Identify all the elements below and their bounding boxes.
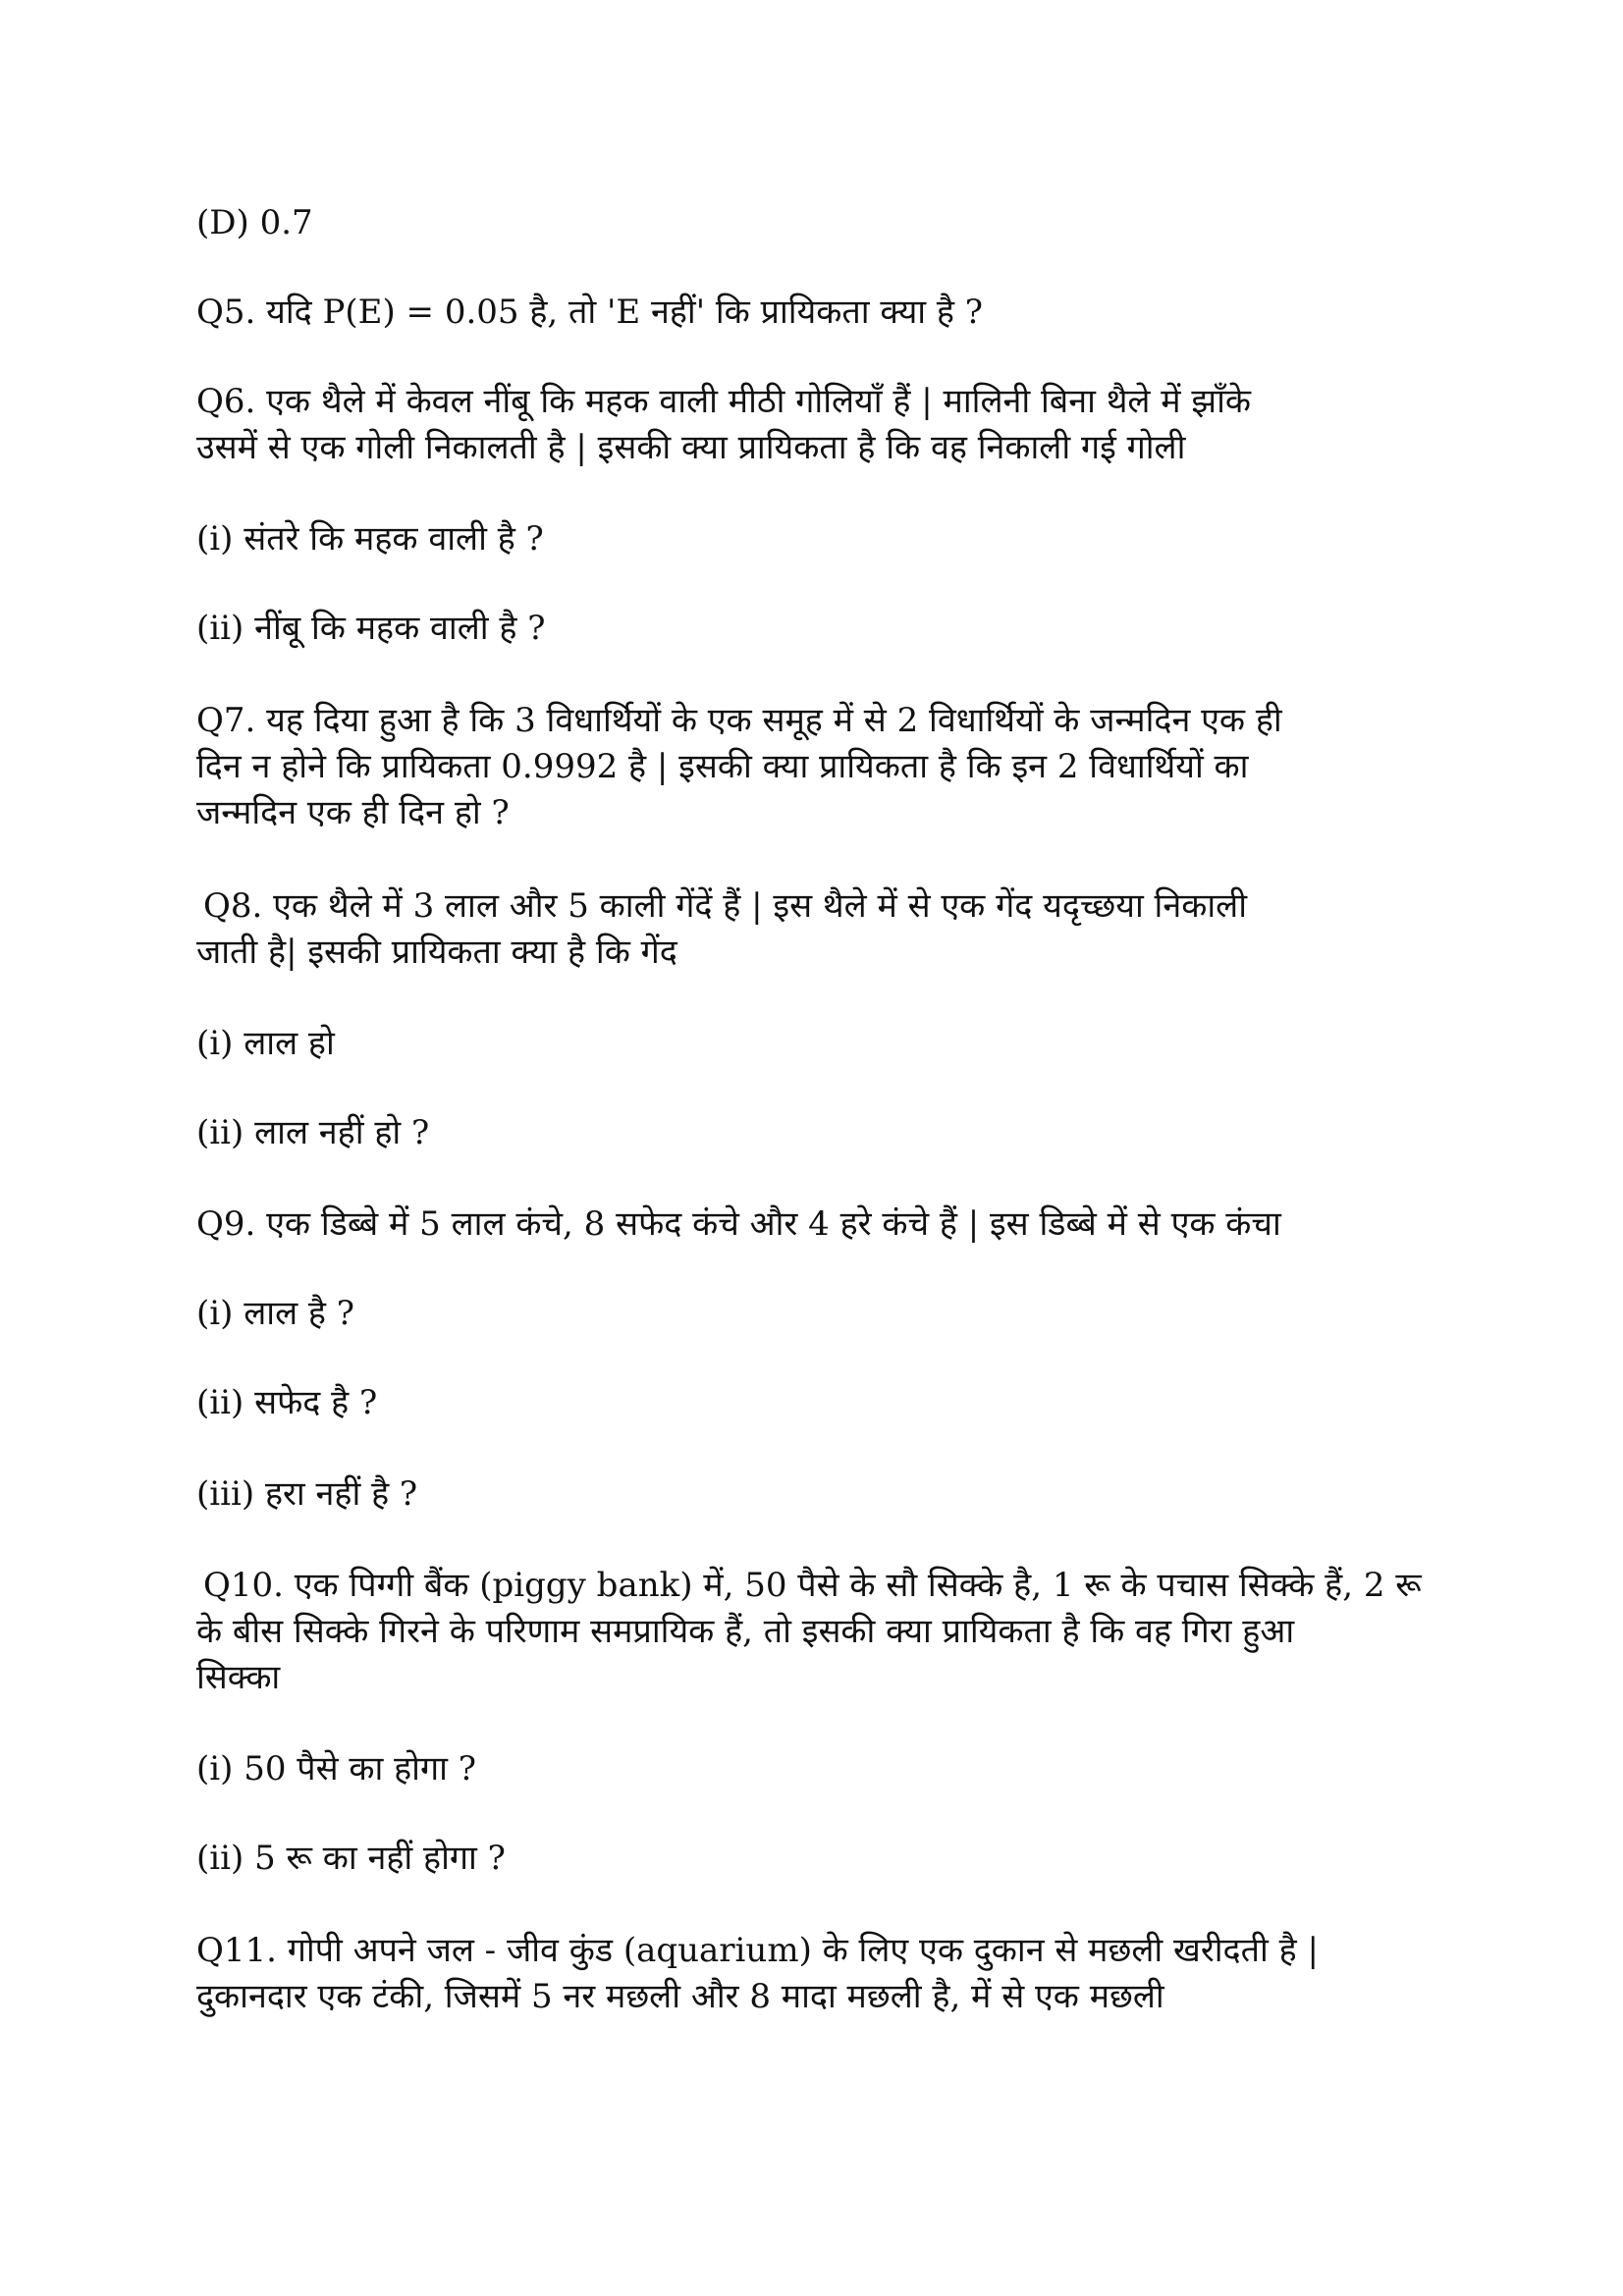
question-10-part-i: (i) 50 पैसे का होगा ? (196, 1749, 476, 1789)
question-10-line-3: सिक्का (196, 1658, 281, 1697)
question-8-part-i: (i) लाल हो (196, 1024, 335, 1063)
question-6-part-ii: (ii) नींबू कि महक वाली है ? (196, 609, 546, 648)
question-11-line-1: Q11. गोपी अपने जल - जीव कुंड (aquarium) के लिए एक दुकान से मछली खरीदती है | (196, 1931, 1319, 1970)
question-7-line-2: दिन न होने कि प्रायिकता 0.9992 है | इसकी क्या प्रायिकता है कि इन 2 विधार्थियों का (196, 747, 1249, 786)
question-5-line: Q5. यदि P(E) = 0.05 है, तो 'E नहीं' कि प्रायिकता क्या है ? (196, 293, 983, 332)
question-9-part-i: (i) लाल है ? (196, 1294, 355, 1333)
question-6-part-i: (i) संतरे कि महक वाली है ? (196, 519, 544, 559)
option-d-line: (D) 0.7 (196, 203, 313, 242)
question-6-line-2: उसमें से एक गोली निकालती है | इसकी क्या प्रायिकता है कि वह निकाली गई गोली (196, 428, 1186, 467)
question-7-line-1: Q7. यह दिया हुआ है कि 3 विधार्थियों के एक समूह में से 2 विधार्थियों के जन्मदिन एक ही (196, 701, 1282, 740)
question-8-part-ii: (ii) लाल नहीं हो ? (196, 1113, 430, 1152)
question-11-line-2: दुकानदार एक टंकी, जिसमें 5 नर मछली और 8 मादा मछली है, में से एक मछली (196, 1977, 1164, 2016)
question-9-part-ii: (ii) सफेद है ? (196, 1383, 378, 1422)
question-7-line-3: जन्मदिन एक ही दिन हो ? (196, 793, 510, 832)
question-8-line-2: जाती है| इसकी प्रायिकता क्या है कि गेंद (196, 933, 677, 972)
question-10-line-1: Q10. एक पिग्गी बैंक (piggy bank) में, 50 पैसे के सौ सिक्के है, 1 रू के पचास सिक्के हैं, 2 रू (203, 1566, 1422, 1605)
question-8-line-1: Q8. एक थैले में 3 लाल और 5 काली गेंदें हैं | इस थैले में से एक गेंद यदृच्छया निकाली (203, 886, 1248, 926)
question-6-line-1: Q6. एक थैले में केवल नींबू कि महक वाली मीठी गोलियाँ हैं | मालिनी बिना थैले में झाँके (196, 382, 1252, 421)
question-10-part-ii: (ii) 5 रू का नहीं होगा ? (196, 1839, 506, 1878)
question-9-line: Q9. एक डिब्बे में 5 लाल कंचे, 8 सफेद कंचे और 4 हरे कंचे हैं | इस डिब्बे में से एक कंचा (196, 1204, 1281, 1244)
question-9-part-iii: (iii) हरा नहीं है ? (196, 1474, 418, 1514)
question-10-line-2: के बीस सिक्के गिरने के परिणाम समप्रायिक हैं, तो इसकी क्या प्रायिकता है कि वह गिरा हुआ (196, 1612, 1295, 1651)
